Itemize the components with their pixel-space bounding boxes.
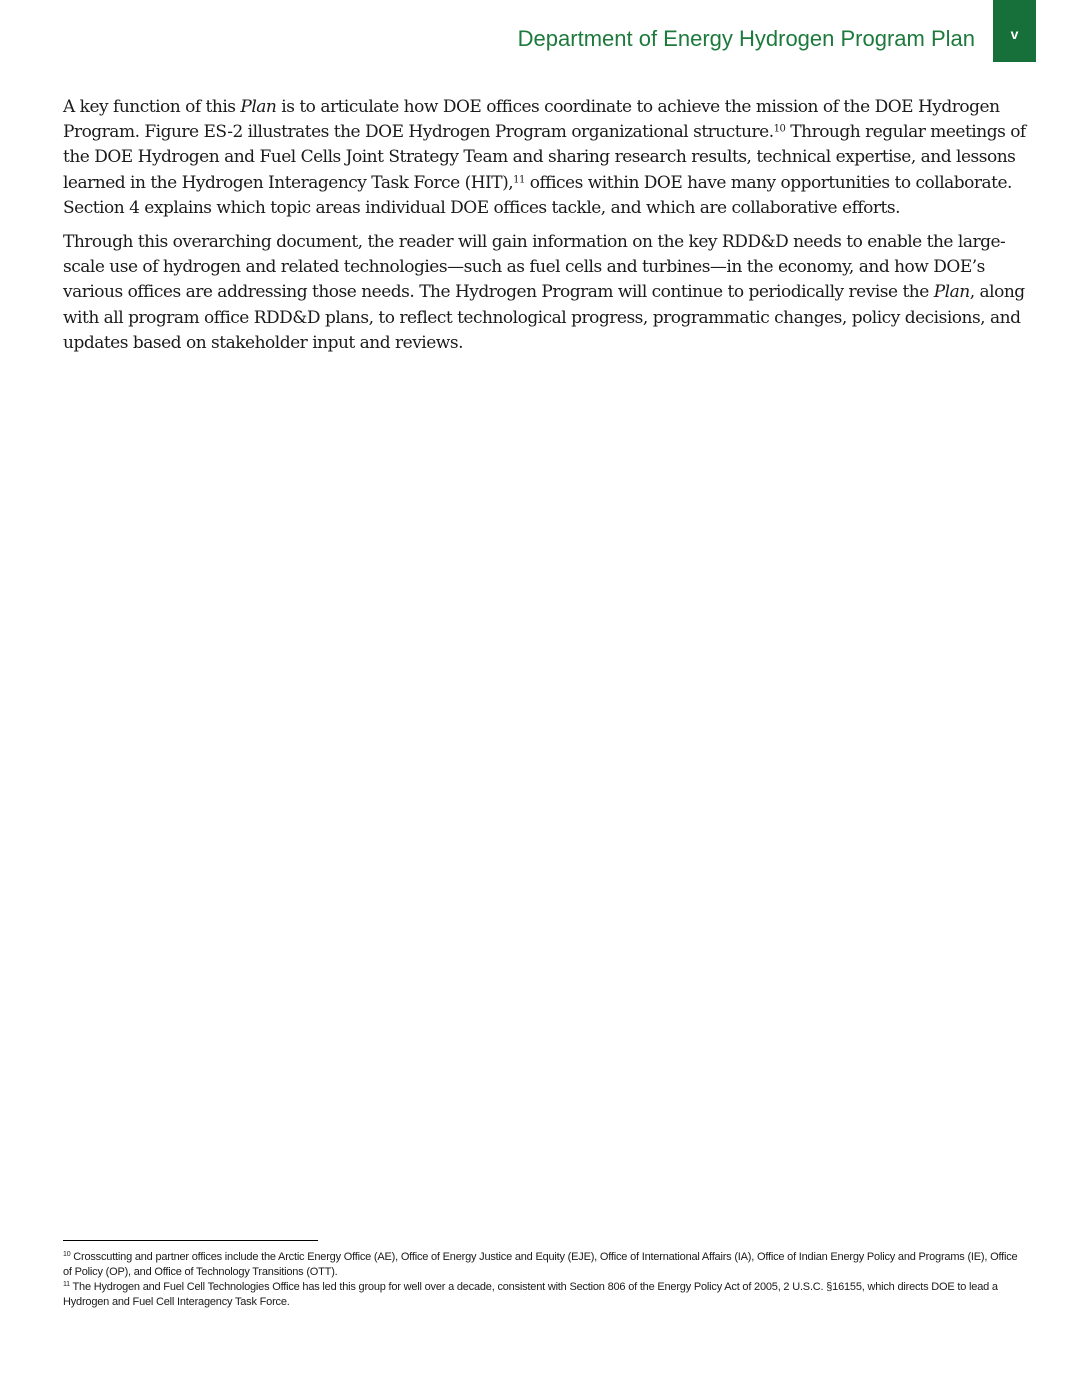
footnote-10 (63, 1250, 1023, 1280)
footnote-text: Crosscutting and partner offices include the Arctic Energy Office (AE), Office of Energy Justice and Equity (EJE), Office of International Affairs (IA), Office of Indian Energy Policy and Programs (IE), Office of Policy (OP), and Office of Technology Transitions (OTT). (63, 1251, 1018, 1278)
body-text (63, 95, 1028, 365)
footnote-ref-10[interactable]: 10 (773, 123, 786, 135)
plan-italic: Plan (240, 97, 277, 117)
paragraph-2 (63, 230, 1028, 356)
footnotes (63, 1250, 1023, 1310)
paragraph-1-text-c: is to articulate how DOE offices coordinate to achieve the mission of the DOE Hydrogen Program. Figure ES-2 illustrates the DOE Hydrogen Program organizational structure. (63, 97, 1000, 143)
footnote-separator (63, 1240, 318, 1241)
paragraph-2-text-a: Through this overarching document, the reader will gain information on the key RDD&D needs to enable the large-scale use of hydrogen and related technologies—such as fuel cells and turbines—in the economy, and how DOE’s various offices are addressing those needs. The Hydrogen Program will continue to periodically revise the (63, 232, 1006, 303)
footnote-text: The Hydrogen and Fuel Cell Technologies Office has led this group for well over a decade, consistent with Section 806 of the Energy Policy Act of 2005, 2 U.S.C. §16155, which directs DOE to lead a Hydrogen and Fuel Cell Interagency Task Force. (63, 1281, 998, 1308)
paragraph-1-text-a: A key function of this (63, 97, 241, 117)
plan-italic: Plan (933, 282, 970, 303)
footnote-ref-11[interactable]: 11 (513, 174, 525, 186)
paragraph-1-text-e: offices within DOE have many opportunities to collaborate. Section 4 explains which topic areas individual DOE offices tackle, and which are collaborative efforts. (63, 172, 1012, 218)
paragraph-1-text-d: Through regular meetings of the DOE Hydrogen and Fuel Cells Joint Strategy Team and sharing research results, technical expertise, and lessons learned in the Hydrogen Interagency Task Force (HIT), (63, 122, 1026, 193)
document-header-title: Department of Energy Hydrogen Program Plan (517, 26, 975, 51)
footnote-11 (63, 1280, 1023, 1310)
paragraph-2-text-c: , along with all program office RDD&D plans, to reflect technological progress, programmatic changes, policy decisions, and updates based on stakeholder input and reviews. (63, 282, 1025, 353)
page-number-tab: v (993, 0, 1036, 62)
footnote-number: 10 (63, 1251, 71, 1259)
footnote-number: 11 (63, 1281, 70, 1289)
paragraph-1 (63, 95, 1028, 221)
